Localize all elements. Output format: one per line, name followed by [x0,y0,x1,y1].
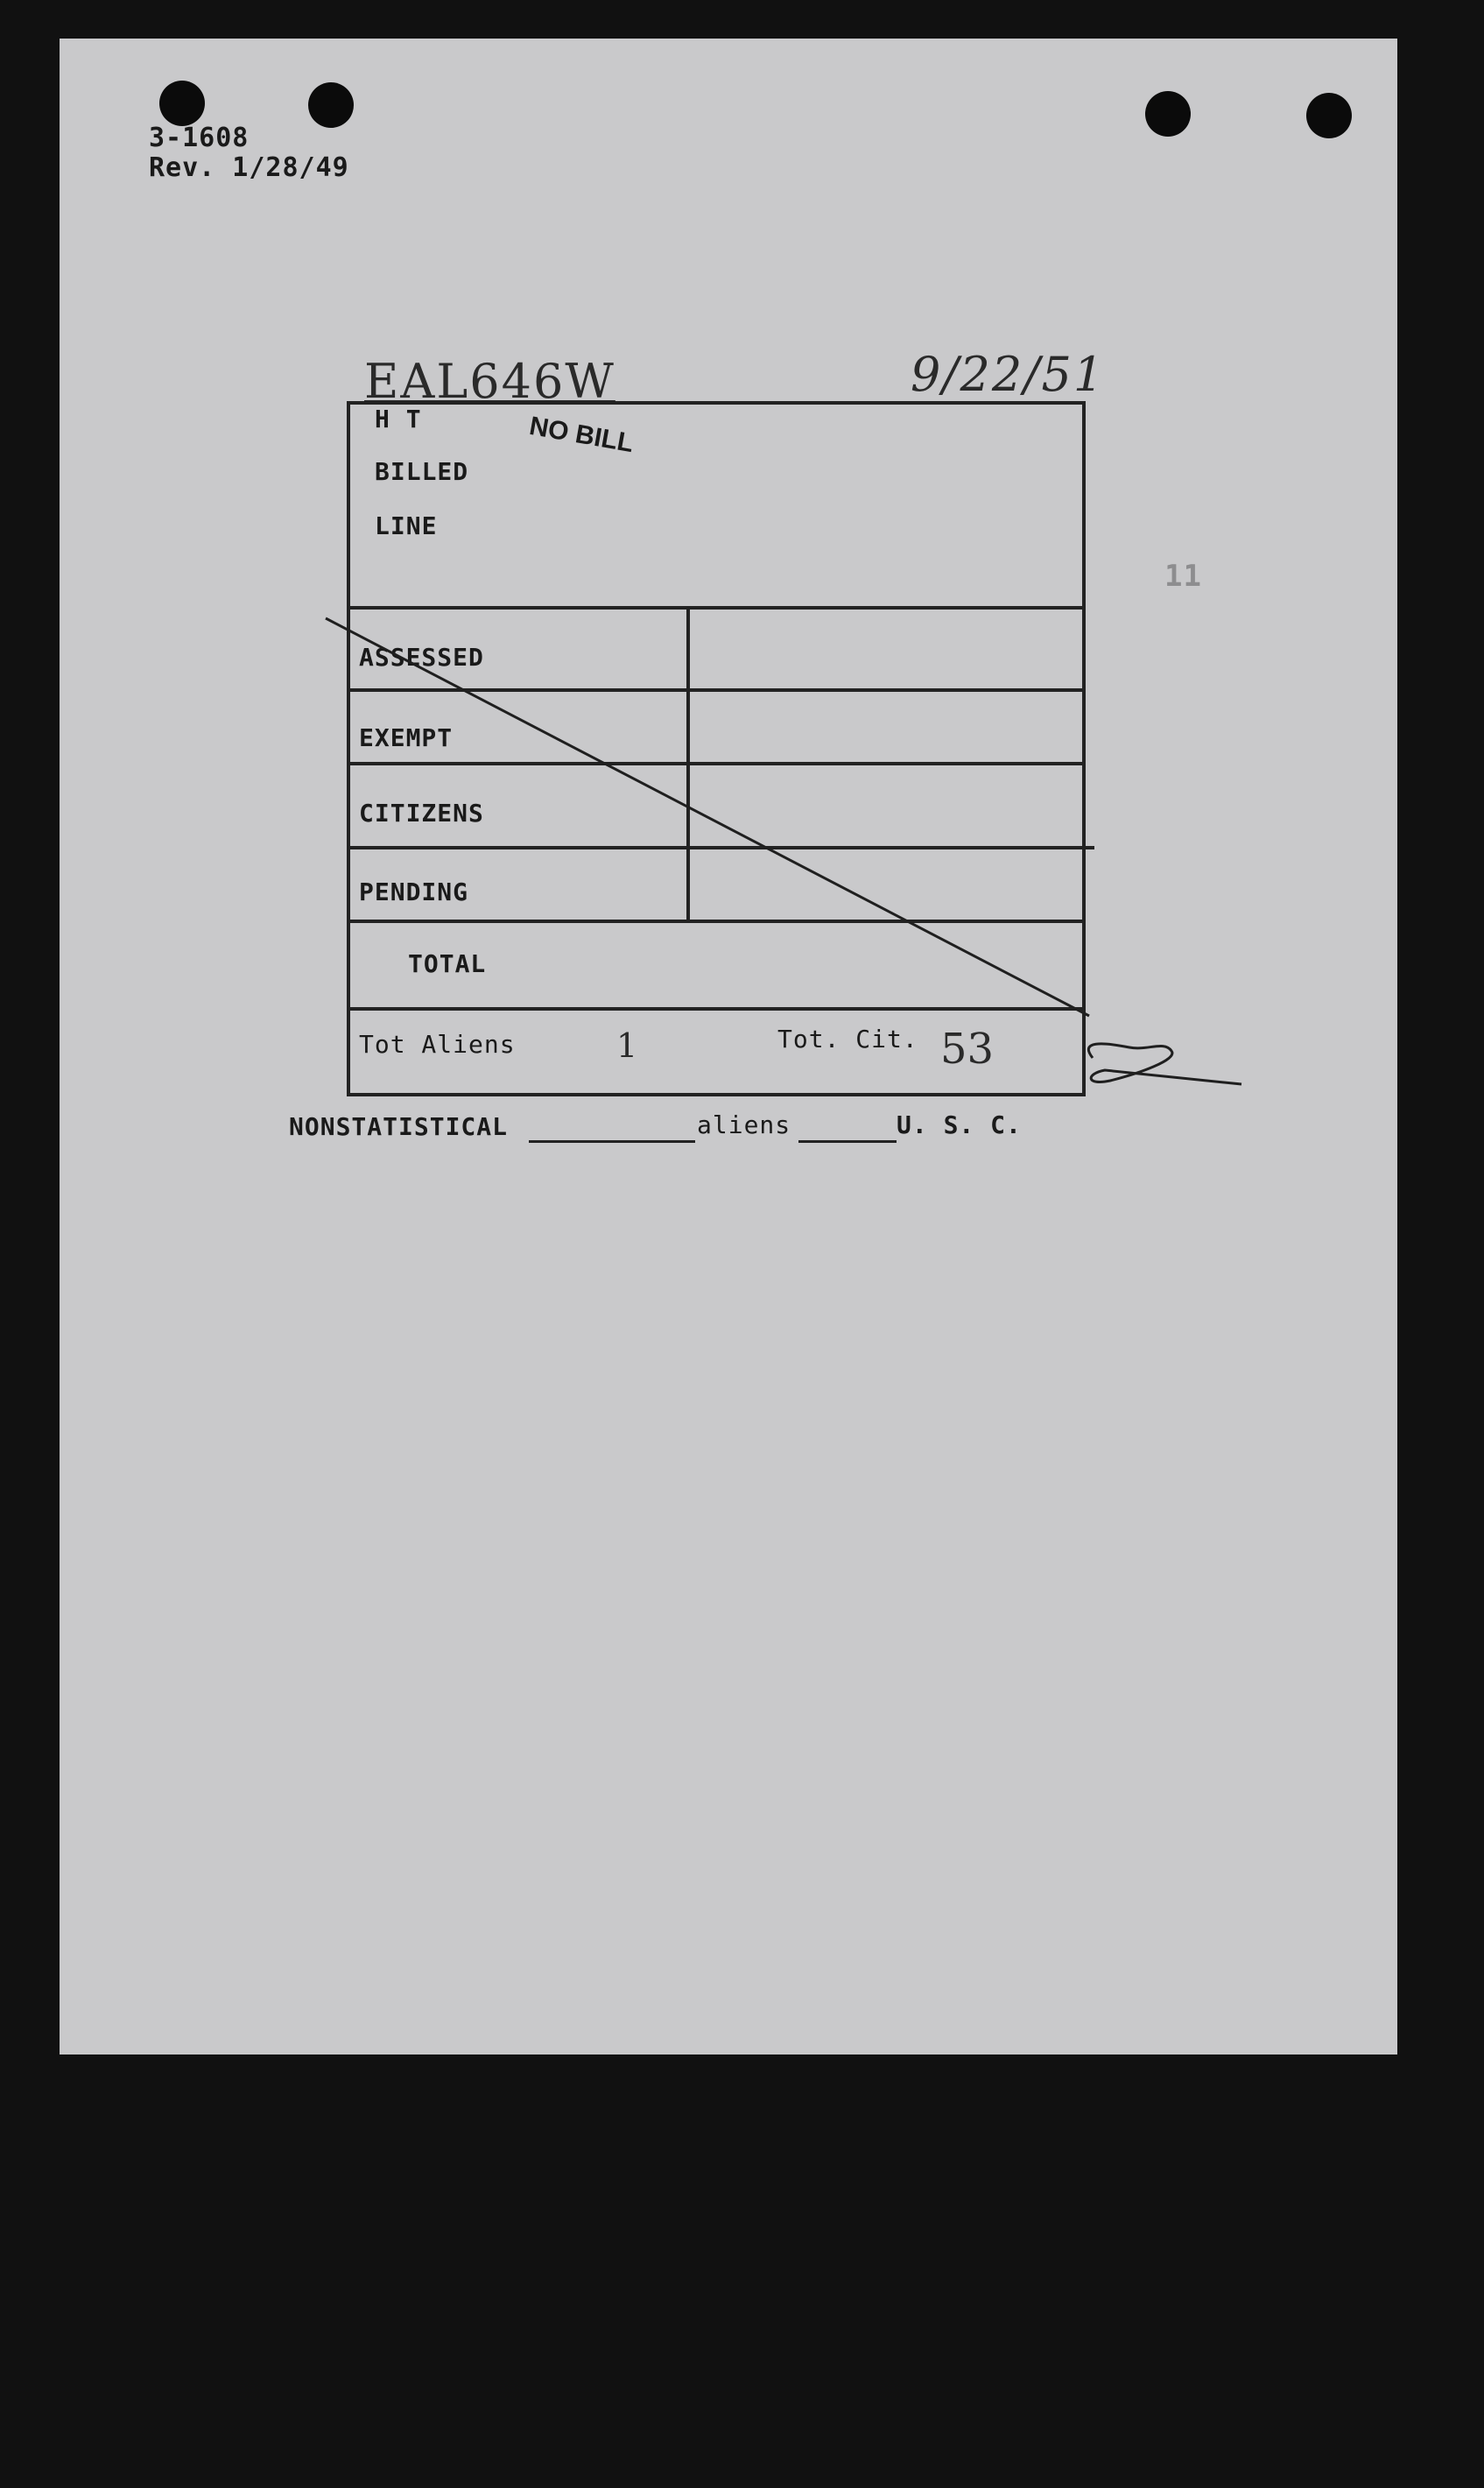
revision-date: Rev. 1/28/49 [149,152,349,183]
handwritten-date: 9/22/51 [911,347,1106,402]
diagonal-strike-line [326,618,1089,1016]
total-label: TOTAL [408,949,487,978]
billed-label: BILLED [375,457,469,486]
tot-aliens-value: 1 [616,1026,638,1065]
case-id: EAL646W [364,354,615,409]
side-number: 11 [1164,559,1202,594]
tot-cit-value: 53 [940,1025,995,1074]
aliens-label: aliens [697,1110,791,1139]
tot-aliens-label: Tot Aliens [359,1030,516,1059]
citizens-label: CITIZENS [359,799,484,828]
ht-label: H T [375,405,422,433]
nonstatistical-label: NONSTATISTICAL [289,1112,509,1141]
usc-label: U. S. C. [897,1110,1022,1139]
no-bill-stamp: NO BILL [527,411,637,459]
line-label: LINE [375,511,438,540]
exempt-label: EXEMPT [359,723,454,752]
tot-cit-label: Tot. Cit. [777,1025,918,1054]
assessed-label: ASSESSED [359,643,484,672]
form-number: 3-1608 [149,123,250,153]
pending-label: PENDING [359,877,469,906]
initials-scribble [1088,1044,1241,1084]
